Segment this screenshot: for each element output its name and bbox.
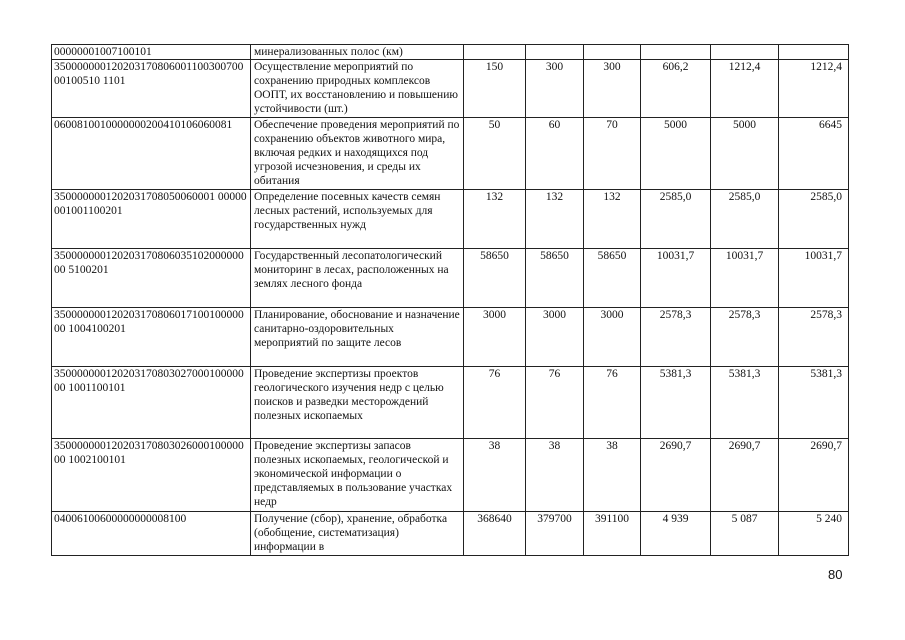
row-value: 38	[584, 439, 641, 512]
row-value: 132	[526, 190, 584, 249]
row-value: 3000	[526, 308, 584, 367]
row-value: 76	[584, 367, 641, 439]
row-value: 5381,3	[711, 367, 779, 439]
table-row	[52, 439, 849, 512]
row-value: 3000	[464, 308, 526, 367]
row-value: 38	[464, 439, 526, 512]
row-value: 2690,7	[641, 439, 711, 512]
table-row	[52, 45, 849, 60]
row-value: 379700	[526, 512, 584, 556]
row-description: Осуществление мероприятий по сохранению природных комплексов ООПТ, их восстановлению и повышению устойчивости (шт.)	[251, 60, 464, 118]
row-value: 2690,7	[711, 439, 779, 512]
row-value: 132	[584, 190, 641, 249]
row-value: 132	[464, 190, 526, 249]
row-value: 300	[584, 60, 641, 118]
row-value: 2578,3	[779, 308, 849, 367]
row-code: 3500000001202031708050060001 00000001001100201	[52, 190, 251, 249]
row-description: Получение (сбор), хранение, обработка (обобщение, систематизация) информации в	[251, 512, 464, 556]
row-value	[641, 45, 711, 60]
row-value: 58650	[526, 249, 584, 308]
row-code: 0600810010000000200410106060081	[52, 118, 251, 190]
row-value: 58650	[464, 249, 526, 308]
row-value: 76	[526, 367, 584, 439]
row-value: 2585,0	[641, 190, 711, 249]
row-value: 368640	[464, 512, 526, 556]
row-value: 391100	[584, 512, 641, 556]
row-value	[779, 45, 849, 60]
row-value: 58650	[584, 249, 641, 308]
table-row	[52, 367, 849, 439]
row-value: 70	[584, 118, 641, 190]
row-description: Проведение экспертизы проектов геологического изучения недр с целью поисков и разведки месторождений полезных ископаемых	[251, 367, 464, 439]
table-row	[52, 60, 849, 118]
row-value	[584, 45, 641, 60]
table-row	[52, 118, 849, 190]
row-value: 1212,4	[711, 60, 779, 118]
row-value: 2585,0	[779, 190, 849, 249]
row-value: 2578,3	[711, 308, 779, 367]
table-row	[52, 190, 849, 249]
row-description: Обеспечение проведения мероприятий по сохранению объектов животного мира, включая редких и находящихся под угрозой исчезновения, и среды их обитания	[251, 118, 464, 190]
row-description: минерализованных полос (км)	[251, 45, 464, 60]
row-value: 606,2	[641, 60, 711, 118]
row-value: 5000	[711, 118, 779, 190]
table-row	[52, 512, 849, 556]
row-description: Планирование, обоснование и назначение санитарно-оздоровительных мероприятий по защите лесов	[251, 308, 464, 367]
page-number: 80	[828, 567, 843, 582]
row-value: 2690,7	[779, 439, 849, 512]
row-code: 04006100600000000008100	[52, 512, 251, 556]
row-code: 35000000012020317080601710010000000 1004100201	[52, 308, 251, 367]
row-value: 50	[464, 118, 526, 190]
data-table	[51, 44, 849, 556]
row-value: 3000	[584, 308, 641, 367]
row-value: 2578,3	[641, 308, 711, 367]
row-code: 35000000012020317080302700010000000 1001100101	[52, 367, 251, 439]
row-code: 35000000012020317080603510200000000 5100201	[52, 249, 251, 308]
row-value	[464, 45, 526, 60]
row-code: 00000001007100101	[52, 45, 251, 60]
row-value: 5 240	[779, 512, 849, 556]
row-value: 10031,7	[711, 249, 779, 308]
row-value: 5381,3	[779, 367, 849, 439]
row-value: 6645	[779, 118, 849, 190]
table-body	[52, 45, 849, 556]
row-value: 10031,7	[779, 249, 849, 308]
row-value: 38	[526, 439, 584, 512]
row-value: 10031,7	[641, 249, 711, 308]
row-value: 150	[464, 60, 526, 118]
row-code: 35000000012020317080302600010000000 1002100101	[52, 439, 251, 512]
row-description: Государственный лесопатологический мониторинг в лесах, расположенных на землях лесного фонда	[251, 249, 464, 308]
row-description: Определение посевных качеств семян лесных растений, используемых для государственных нужд	[251, 190, 464, 249]
row-code: 35000000012020317080600110030070000100510 1101	[52, 60, 251, 118]
row-value: 5000	[641, 118, 711, 190]
table-row	[52, 249, 849, 308]
row-description: Проведение экспертизы запасов полезных ископаемых, геологической и экономической информации о представляемых в пользование участках недр	[251, 439, 464, 512]
row-value: 300	[526, 60, 584, 118]
row-value	[711, 45, 779, 60]
table-row	[52, 308, 849, 367]
row-value: 76	[464, 367, 526, 439]
row-value: 2585,0	[711, 190, 779, 249]
row-value: 5 087	[711, 512, 779, 556]
row-value: 4 939	[641, 512, 711, 556]
row-value	[526, 45, 584, 60]
row-value: 5381,3	[641, 367, 711, 439]
row-value: 1212,4	[779, 60, 849, 118]
row-value: 60	[526, 118, 584, 190]
